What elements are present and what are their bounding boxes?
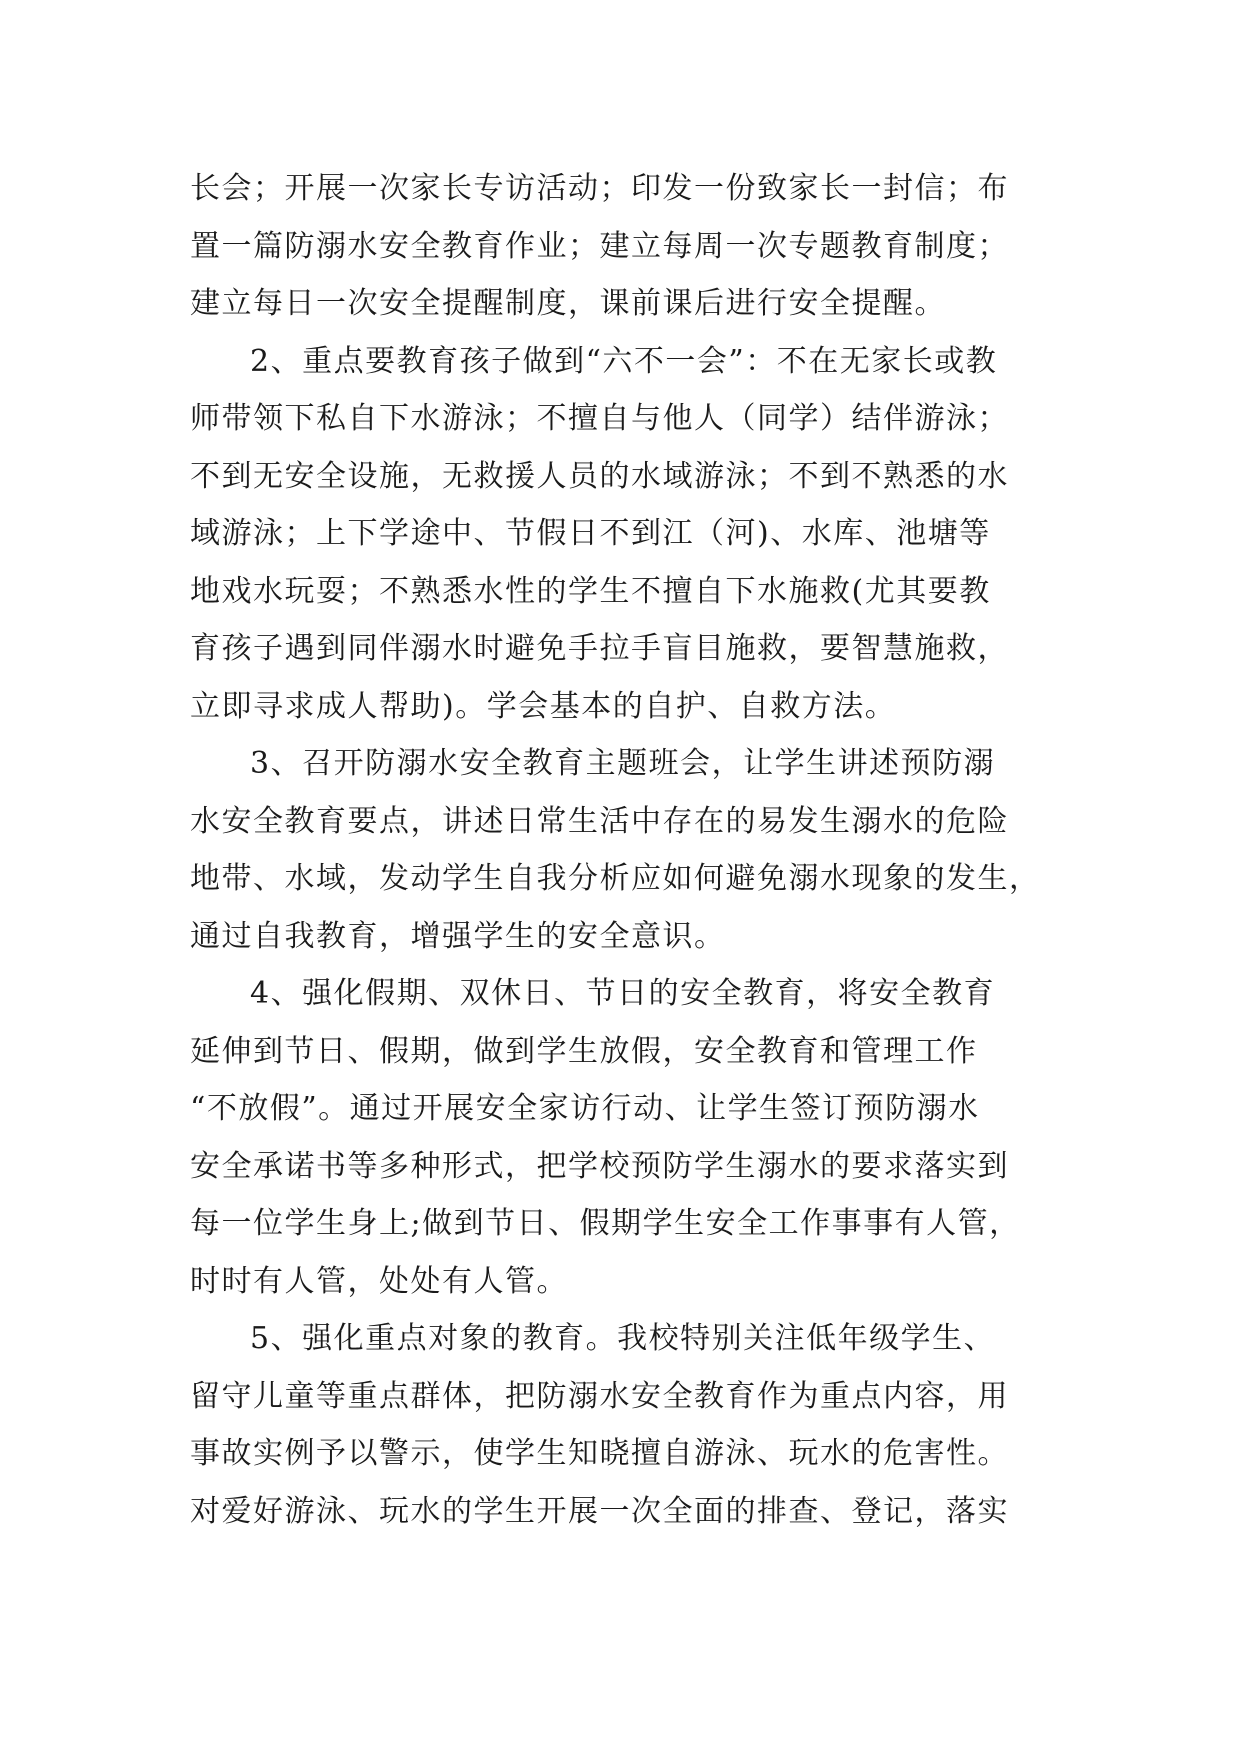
text-line: 地带、水域，发动学生自我分析应如何避免溺水现象的发生， bbox=[190, 861, 1041, 896]
paragraph-first-line: 3、召开防溺水安全教育主题班会，让学生讲述预防溺 bbox=[250, 746, 996, 781]
text-line: 水安全教育要点，讲述日常生活中存在的易发生溺水的危险 bbox=[190, 803, 1009, 839]
text-line: 留守儿童等重点群体，把防溺水安全教育作为重点内容，用 bbox=[190, 1378, 1009, 1414]
text-line: 对爱好游泳、玩水的学生开展一次全面的排查、登记，落实 bbox=[190, 1493, 1009, 1529]
paragraph-first-line: 2、重点要教育孩子做到“六不一会”：不在无家长或教 bbox=[250, 343, 998, 379]
text-line: 长会；开展一次家长专访活动；印发一份致家长一封信；布 bbox=[190, 171, 1009, 206]
text-line: 时时有人管，处处有人管。 bbox=[190, 1263, 568, 1299]
text-line: 安全承诺书等多种形式，把学校预防学生溺水的要求落实到 bbox=[190, 1148, 1009, 1184]
text-line: 事故实例予以警示，使学生知晓擅自游泳、玩水的危害性。 bbox=[190, 1436, 1009, 1471]
text-line: 不到无安全设施，无救援人员的水域游泳；不到不熟悉的水 bbox=[190, 458, 1009, 494]
text-line: 延伸到节日、假期，做到学生放假，安全教育和管理工作 bbox=[190, 1033, 978, 1069]
text-line: 地戏水玩耍；不熟悉水性的学生不擅自下水施救(尤其要教 bbox=[190, 573, 991, 609]
text-line: 立即寻求成人帮助)。学会基本的自护、自救方法。 bbox=[190, 688, 897, 724]
text-line: 域游泳；上下学途中、节假日不到江（河)、水库、池塘等 bbox=[190, 516, 991, 551]
text-line: 师带领下私自下水游泳；不擅自与他人（同学）结伴游泳； bbox=[190, 401, 1009, 436]
document-body bbox=[190, 160, 1058, 1540]
paragraph-first-line: 4、强化假期、双休日、节日的安全教育，将安全教育 bbox=[250, 976, 996, 1011]
text-line: 育孩子遇到同伴溺水时避免手拉手盲目施救，要智慧施救， bbox=[190, 631, 1009, 666]
text-line: “不放假”。通过开展安全家访行动、让学生签订预防溺水 bbox=[190, 1091, 980, 1126]
text-line: 置一篇防溺水安全教育作业；建立每周一次专题教育制度； bbox=[190, 228, 1009, 264]
text-line: 每一位学生身上;做到节日、假期学生安全工作事事有人管， bbox=[190, 1206, 1021, 1241]
text-line: 建立每日一次安全提醒制度，课前课后进行安全提醒。 bbox=[190, 286, 946, 321]
paragraph-first-line: 5、强化重点对象的教育。我校特别关注低年级学生、 bbox=[250, 1321, 996, 1356]
text-line: 通过自我教育，增强学生的安全意识。 bbox=[190, 918, 726, 954]
